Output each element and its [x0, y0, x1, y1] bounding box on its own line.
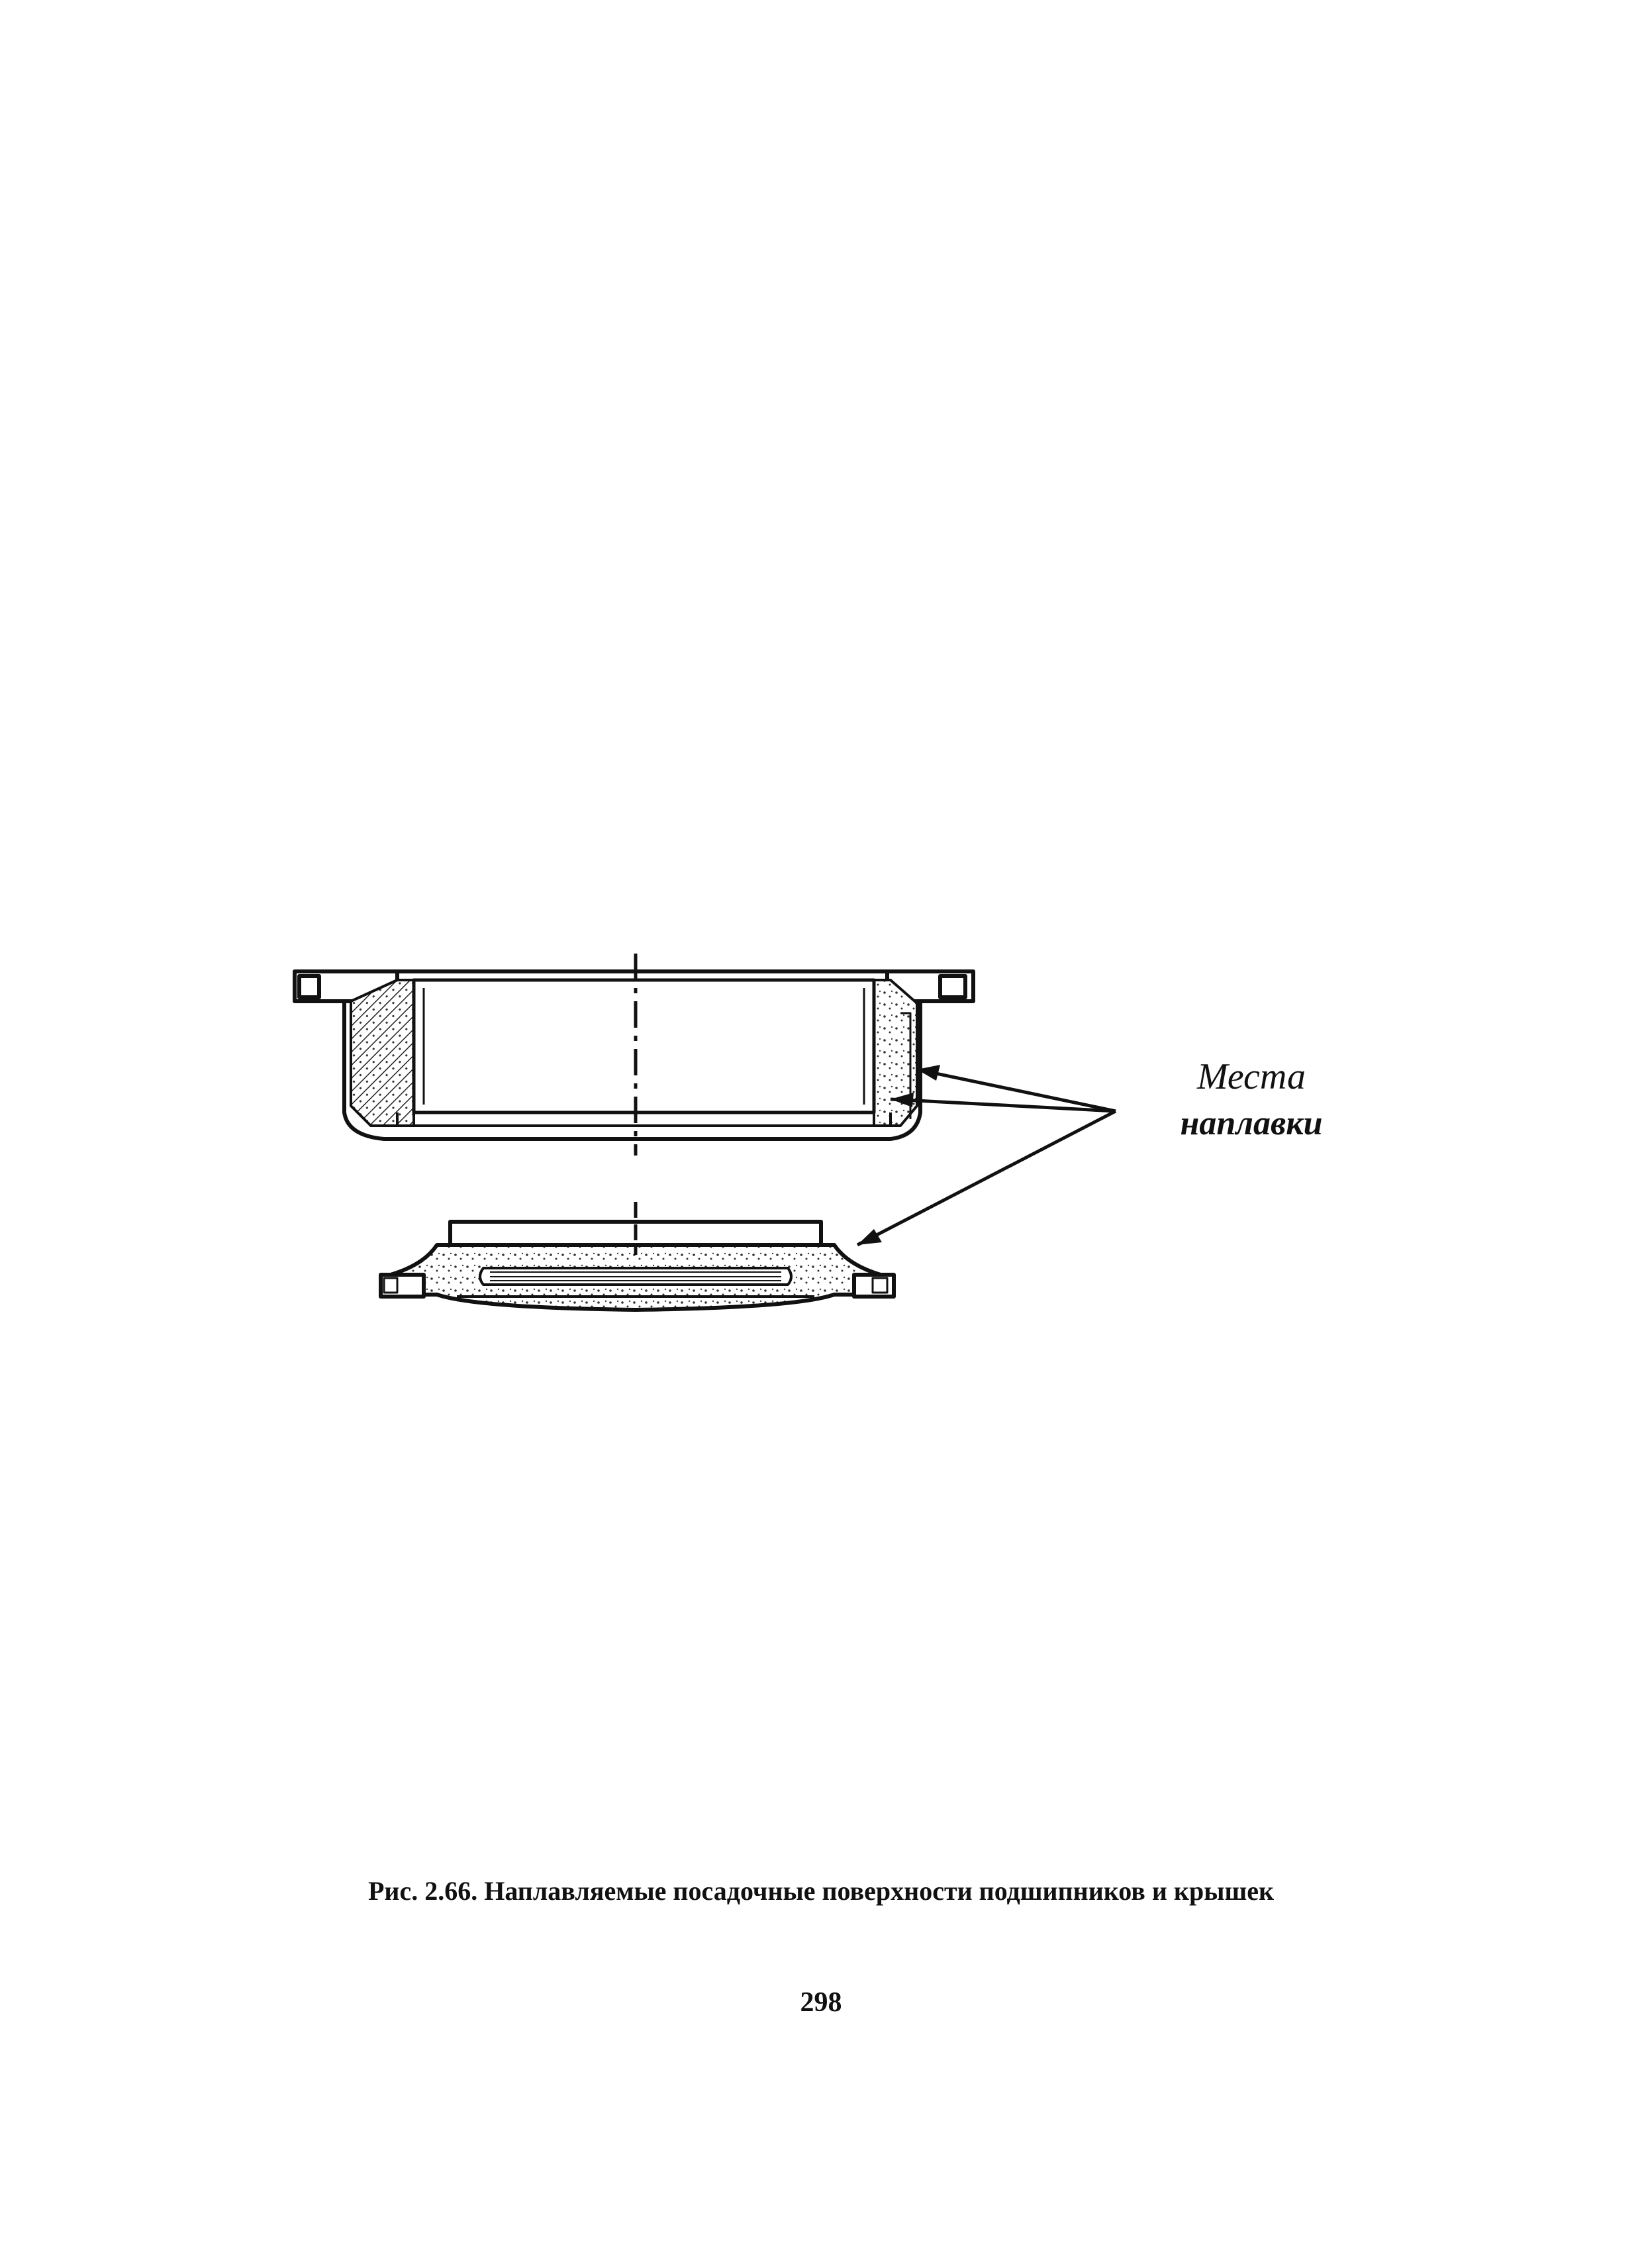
arrowhead-lower: [857, 1229, 882, 1245]
cover-left-slot: [384, 1278, 397, 1293]
figure-caption: Рис. 2.66. Наплавляемые посадочные поверхности подшипников и крышек: [367, 1876, 1275, 1906]
flange-right-bolt-slot: [940, 976, 965, 997]
callout-label-line1: Места: [1197, 1056, 1306, 1097]
page-number: 298: [800, 1987, 842, 2018]
housing-left-wall: [351, 980, 414, 1126]
cover-right-slot: [873, 1278, 887, 1293]
housing-bottom-shoulder: [397, 1112, 891, 1126]
leader-line-lower: [857, 1111, 1116, 1245]
callout-label: [1145, 1053, 1357, 1147]
housing-inner-bore: [414, 980, 874, 1112]
flange-left-bolt-slot: [299, 976, 319, 997]
callout-label-line2: наплавки: [1180, 1105, 1323, 1142]
